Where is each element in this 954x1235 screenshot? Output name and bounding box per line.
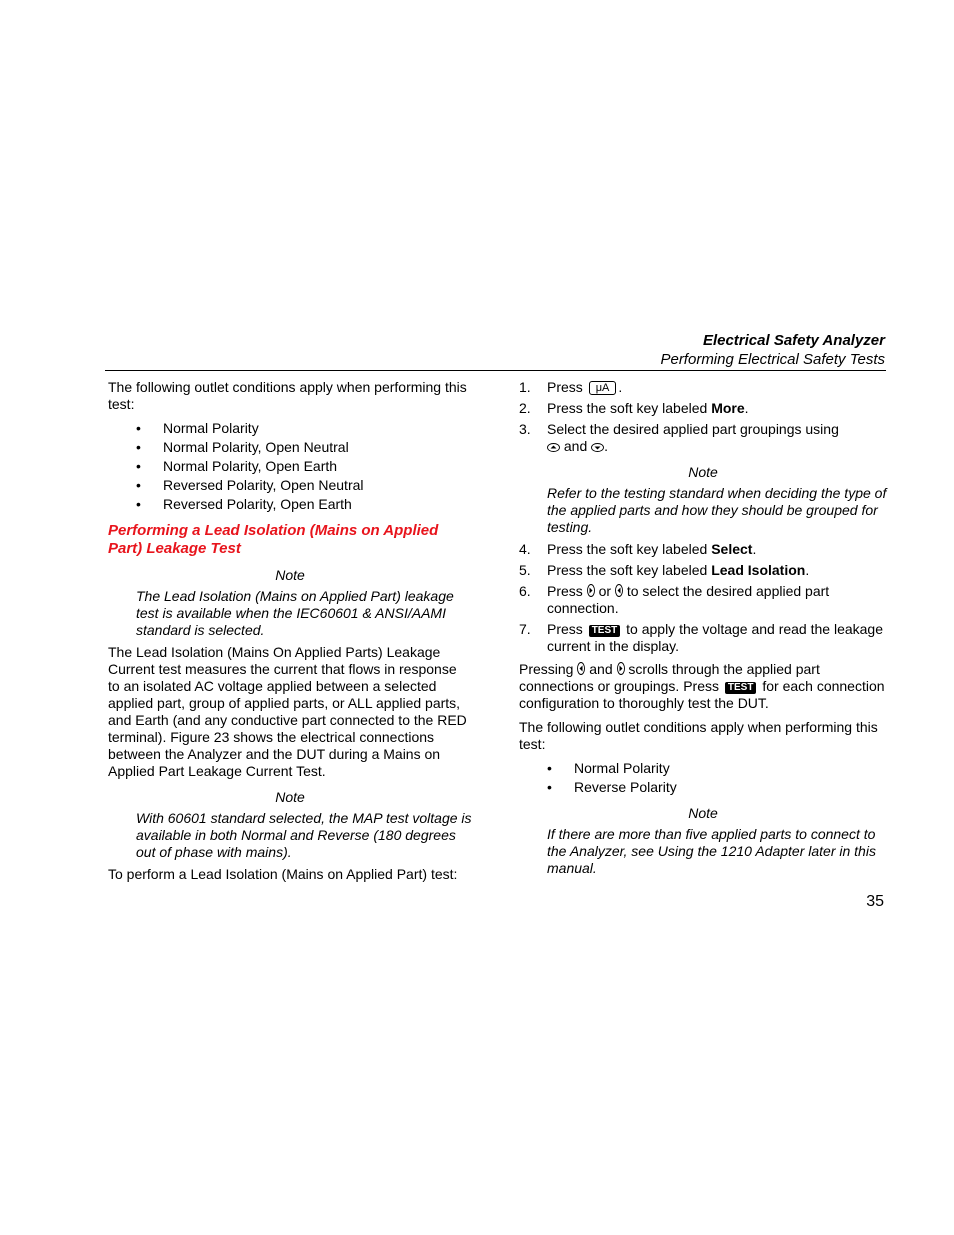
paragraph-text: scrolls through the applied part connections or groupings. Press [519,661,820,694]
list-item: • Normal Polarity [547,760,887,777]
step-number: 6. [519,583,531,599]
intro-paragraph: The following outlet conditions apply when performing this test: [519,719,878,752]
step-text: . [805,562,810,578]
step-text: . [744,400,749,416]
step-text: Press the soft key labeled [547,541,712,557]
body-paragraph: The Lead Isolation (Mains On Applied Parts) Leakage Current test measures the current that flows in response to an isolated AC voltage applied between a selected applied part, group of applied parts, or ALL applied parts, and Earth (and any conductive part connected to the RED terminal). Figure 23 shows the electrical connections between the Analyzer and the DUT during a Mains on Applied Part Leakage Current Test. [108,644,467,779]
steps-list-b [519,541,887,655]
step-bold: Select [711,541,753,557]
note-text: If there are more than five applied parts to connect to the Analyzer, see Using the 1210 Adapter later in this manual. [547,826,876,876]
step-item [519,583,887,617]
step-text: Press [547,583,583,599]
step-item [519,400,887,417]
step-text: Press [547,621,583,637]
test-key-icon: TEST [725,682,757,694]
list-item: • Normal Polarity, Open Earth [136,458,472,475]
step-item [519,421,887,455]
note-text: With 60601 standard selected, the MAP test voltage is available in both Normal and Reverse (180 degrees out of phase with mains). [136,810,472,860]
step-text: or [598,583,612,599]
test-key-icon: TEST [589,625,621,637]
down-arrow-key-icon [591,443,604,452]
step-number: 1. [519,379,531,395]
step-text: to select the desired applied part connection. [547,583,830,616]
outlet-conditions-list [108,420,472,513]
right-column [519,379,887,882]
step-bold: Lead Isolation [711,562,806,578]
paragraph-text: Pressing [519,661,574,677]
list-item: • Normal Polarity, Open Neutral [136,439,472,456]
intro-paragraph: The following outlet conditions apply when performing this test: [108,379,467,412]
step-text: and [563,438,588,454]
note-label: Note [275,789,305,805]
left-arrow-key-icon [615,584,623,597]
note-label: Note [275,567,305,583]
step-text: Press the soft key labeled [547,562,712,578]
step-number: 7. [519,621,531,637]
step-text: Select the desired applied part groupings using [547,421,839,437]
step-number: 5. [519,562,531,578]
header-rule [105,370,886,371]
list-item: • Normal Polarity [136,420,472,437]
microamp-key-icon: μA [589,381,617,395]
section-heading: Performing a Lead Isolation (Mains on Applied Part) Leakage Test [108,522,439,557]
list-item: • Reverse Polarity [547,779,887,796]
list-item: • Reversed Polarity, Open Neutral [136,477,472,494]
steps-list-a [519,379,887,455]
left-arrow-key-icon [577,662,585,675]
step-number: 2. [519,400,531,416]
right-arrow-key-icon [617,662,625,675]
running-header [660,331,885,369]
note-label: Note [688,464,718,480]
page-number: 35 [866,893,884,910]
step-number: 3. [519,421,531,437]
outlet-conditions-list [519,760,887,796]
step-item [519,379,887,396]
header-title: Electrical Safety Analyzer [702,332,885,349]
pressing-paragraph [519,661,887,712]
step-number: 4. [519,541,531,557]
step-text: . [618,379,623,395]
note-text: The Lead Isolation (Mains on Applied Part) leakage test is available when the IEC60601 & ANSI/AAMI standard is selected. [136,588,454,638]
list-item: • Reversed Polarity, Open Earth [136,496,472,513]
paragraph-text: and [589,661,613,677]
step-text: Press the soft key labeled [547,400,712,416]
step-text: . [752,541,757,557]
note-text: Refer to the testing standard when deciding the type of the applied parts and how they should be grouped for testing. [547,485,887,535]
step-text: Press [547,379,583,395]
step-bold: More [711,400,745,416]
step-item [519,541,887,558]
header-subtitle: Performing Electrical Safety Tests [660,351,885,368]
paragraph-text: for each connection configuration to thoroughly test the DUT. [519,678,885,711]
up-arrow-key-icon [547,443,560,452]
step-text: . [604,438,609,454]
step-item [519,621,887,655]
step-item [519,562,887,579]
step-text: to apply the voltage and read the leakage current in the display. [547,621,884,654]
right-arrow-key-icon [587,584,595,597]
note-label: Note [688,805,718,821]
left-column [108,379,472,890]
closing-paragraph: To perform a Lead Isolation (Mains on Applied Part) test: [108,866,458,882]
